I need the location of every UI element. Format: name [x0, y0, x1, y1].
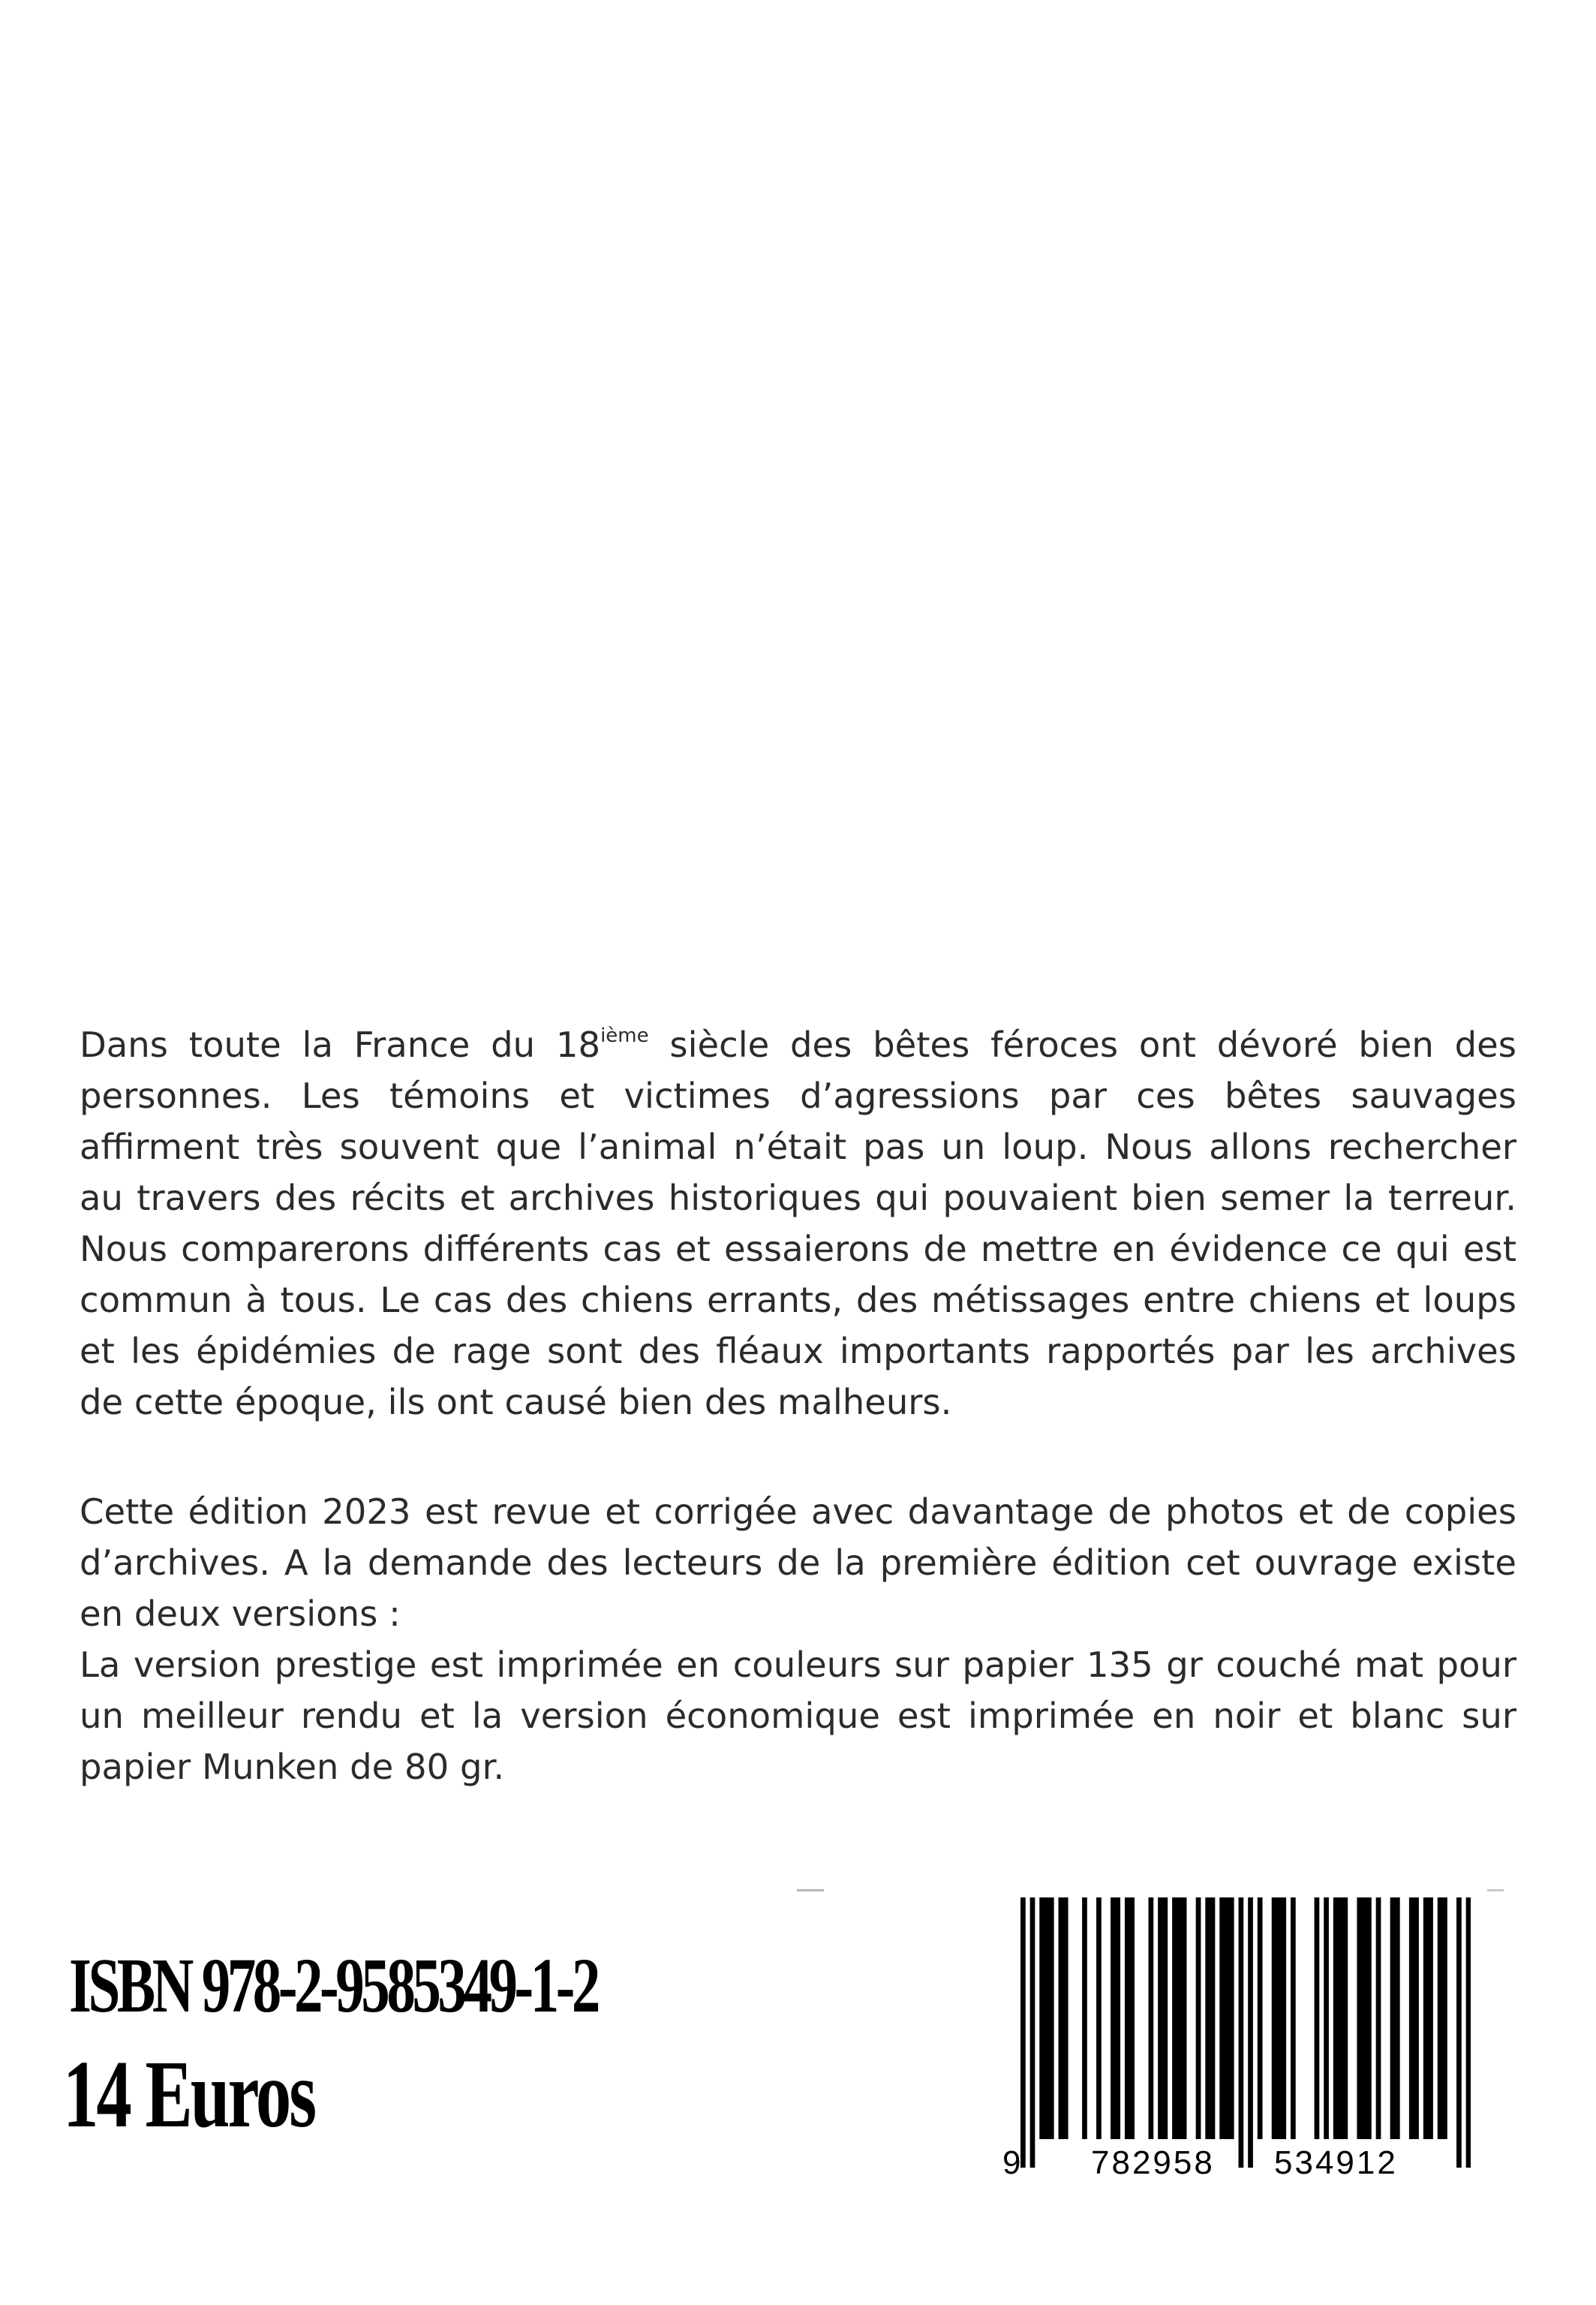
barcode-bar [1129, 1897, 1135, 2139]
barcode [1020, 1897, 1471, 2168]
barcode-bar [1229, 1897, 1234, 2139]
text-line: d’archives. A la demande des lecteurs de la première édition cet ouvrage existe [80, 1542, 1516, 1583]
barcode-bar [1395, 1897, 1400, 2139]
barcode-bar [1428, 1897, 1433, 2139]
text-line: affirment très souvent que l’animal n’était pas un loup. Nous allons rechercher [80, 1127, 1516, 1167]
barcode-bar [1423, 1897, 1429, 2139]
barcode-bar [1082, 1897, 1087, 2139]
text-line [80, 1019, 1516, 1070]
text-fragment: Dans toute la France du 18 [80, 1025, 601, 1065]
barcode-bar [1409, 1897, 1414, 2139]
barcode-bar [1044, 1897, 1050, 2139]
text-line: Cette édition 2023 est revue et corrigée avec davantage de photos et de copies [80, 1491, 1516, 1532]
barcode-bar [1125, 1897, 1130, 2139]
barcode-bar [1333, 1897, 1339, 2139]
barcode-bar [1442, 1897, 1447, 2139]
barcode-guard-bar [1239, 1897, 1244, 2168]
ordinal-superscript: ième [600, 1024, 649, 1047]
text-line: et les épidémies de rage sont des fléaux importants rapportés par les archives [80, 1331, 1516, 1371]
barcode-bar [1039, 1897, 1044, 2139]
barcode-guard-bar [1456, 1897, 1462, 2168]
barcode-bar [1219, 1897, 1225, 2139]
edition-paragraph [80, 1486, 1516, 1792]
barcode-bar [1438, 1897, 1443, 2139]
barcode-bar [1357, 1897, 1362, 2139]
barcode-bar [1158, 1897, 1163, 2139]
barcode-guard-bar [1020, 1897, 1026, 2168]
barcode-bar [1115, 1897, 1120, 2139]
barcode-bar [1315, 1897, 1320, 2139]
text-line: un meilleur rendu et la version économique est imprimée en noir et blanc sur [80, 1696, 1516, 1736]
barcode-guard-bar [1466, 1897, 1471, 2168]
barcode-bar [1196, 1897, 1201, 2139]
barcode-bar [1111, 1897, 1116, 2139]
barcode-bar [1376, 1897, 1381, 2139]
description-paragraph [80, 1019, 1516, 1428]
barcode-digits-right: 534912 [1274, 2144, 1398, 2181]
barcode-bar [1342, 1897, 1348, 2139]
barcode-bar [1281, 1897, 1286, 2139]
divider-mark [797, 1889, 824, 1891]
barcode-bar [1172, 1897, 1177, 2139]
text-line: au travers des récits et archives historiques qui pouvaient bien semer la terreur. [80, 1178, 1516, 1218]
text-line: commun à tous. Le cas des chiens errants, des métissages entre chiens et loups [80, 1280, 1516, 1320]
barcode-digit-prefix: 9 [1002, 2144, 1023, 2181]
barcode-bar [1362, 1897, 1367, 2139]
text-line: en deux versions : [80, 1593, 401, 1634]
barcode-bar [1276, 1897, 1282, 2139]
barcode-bar [1390, 1897, 1396, 2139]
barcode-bar [1414, 1897, 1419, 2139]
isbn-label: ISBN 978-2-9585349-1-2 [69, 1942, 597, 2029]
barcode-bar [1324, 1897, 1329, 2139]
barcode-bar [1063, 1897, 1069, 2139]
text-fragment: siècle des bêtes féroces ont dévoré bien des [648, 1025, 1516, 1065]
barcode-bar [1291, 1897, 1296, 2139]
barcode-bar [1258, 1897, 1263, 2139]
barcode-bar [1338, 1897, 1343, 2139]
barcode-bar [1272, 1897, 1277, 2139]
barcode-guard-bar [1248, 1897, 1253, 2168]
barcode-bar [1182, 1897, 1187, 2139]
text-line: de cette époque, ils ont causé bien des malheurs. [80, 1382, 952, 1422]
barcode-bar [1205, 1897, 1210, 2139]
divider-mark [1487, 1889, 1504, 1891]
barcode-digits-left: 782958 [1091, 2144, 1215, 2181]
barcode-bar [1162, 1897, 1168, 2139]
barcode-bar [1177, 1897, 1182, 2139]
barcode-bar [1210, 1897, 1216, 2139]
barcode-bar [1096, 1897, 1102, 2139]
price-label: 14 Euros [63, 2041, 315, 2147]
text-line: papier Munken de 80 gr. [80, 1747, 505, 1787]
barcode-bar [1366, 1897, 1372, 2139]
barcode-guard-bar [1030, 1897, 1035, 2168]
text-line: La version prestige est imprimée en couleurs sur papier 135 gr couché mat pour [80, 1644, 1516, 1685]
barcode-bar [1059, 1897, 1064, 2139]
barcode-bar [1225, 1897, 1230, 2139]
text-line: personnes. Les témoins et victimes d’agressions par ces bêtes sauvages [80, 1076, 1516, 1116]
barcode-bar [1049, 1897, 1054, 2139]
text-line: Nous comparerons différents cas et essaierons de mettre en évidence ce qui est [80, 1229, 1516, 1269]
barcode-bar [1149, 1897, 1154, 2139]
